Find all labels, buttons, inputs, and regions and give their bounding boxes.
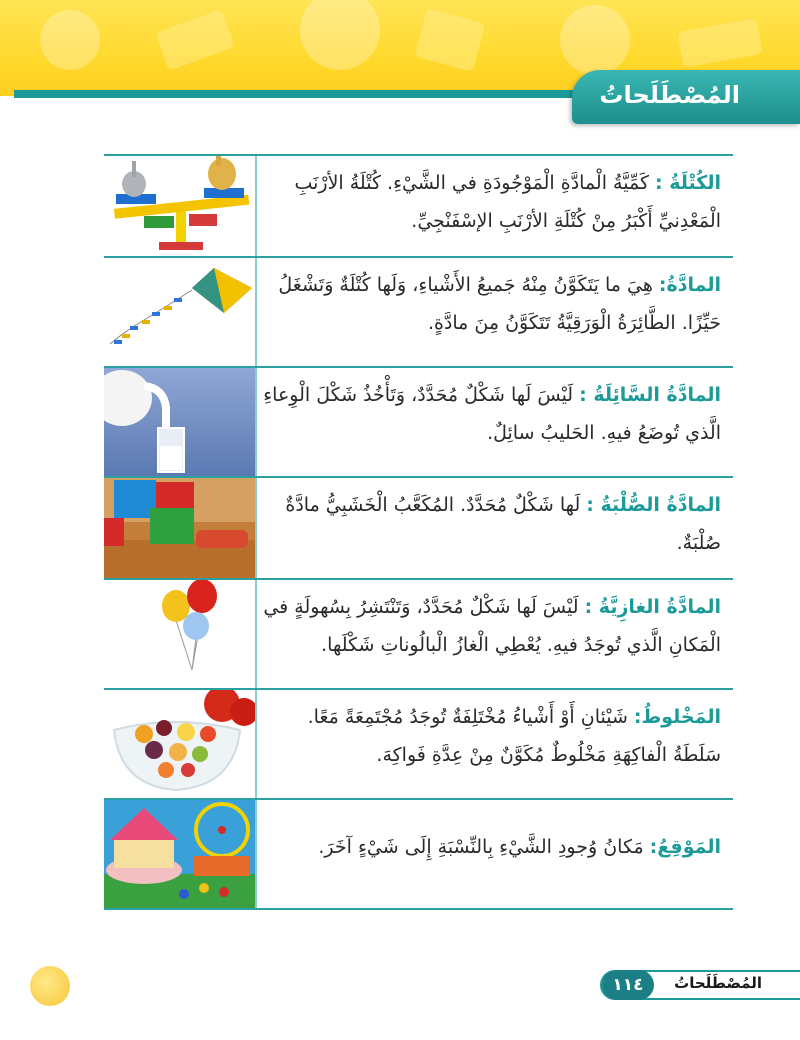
glossary-text (257, 156, 734, 256)
glossary-term: الكُتْلَةُ : (655, 172, 721, 194)
glossary-row-gas (104, 578, 733, 688)
glossary-definition: هِيَ ما يَتَكَوَّنُ مِنْهُ جَميعُ الأَشْياءِ، وَلَها كُتْلَةٌ وَتَشْغَلُ حَيِّزًا. الطَّائِرَةُ الْوَرَقِيَّةُ تَتَكَوَّنُ مِنَ مادَّةٍ. (278, 274, 721, 334)
glossary-term: المادَّةُ الغازِيَّةُ : (584, 596, 721, 618)
glossary-row-mass (104, 154, 733, 256)
balance-scale-image (104, 156, 257, 256)
footer-title: المُصْطَلَحاتُ (674, 974, 762, 992)
glossary-text (257, 580, 734, 688)
glossary-term: المادَّةُ: (658, 274, 721, 296)
glossary-row-location (104, 798, 733, 910)
page-number: ١١٤ (602, 970, 654, 1000)
glossary-text (257, 478, 734, 578)
milk-pouring-image (104, 368, 257, 476)
glossary-definition: لَيْسَ لَها شَكْلٌ مُحَدَّدٌ، وَتَنْتَشِرُ بِسُهولَةٍ في الْمَكانِ الَّذي تُوجَدُ فيهِ. يُعْطِي الْغازُ الْبالُوناتِ شَكْلَها. (263, 596, 721, 656)
wooden-blocks-image (104, 478, 257, 578)
glossary-row-matter (104, 256, 733, 366)
kite-image (104, 258, 257, 366)
glossary-text (257, 368, 734, 476)
glossary-term: المادَّةُ السَّائِلَةُ : (579, 384, 721, 406)
publisher-logo (30, 966, 70, 1006)
glossary-row-liquid (104, 366, 733, 476)
section-title-tab (572, 70, 800, 124)
glossary-row-mixture (104, 688, 733, 798)
glossary-definition: كَمِّيَّةُ الْمادَّةِ الْمَوْجُودَةِ في الشَّيْءِ. كُتْلَةُ الأرْنَبِ الْمَعْدِنيِّ أَكْبَرُ مِنْ كُتْلَةِ الأرْنَبِ الإسْفَنْجِيِّ. (294, 172, 721, 232)
glossary-definition: مَكانُ وُجودِ الشَّيْءِ بِالنِّسْبَةِ إِلَى شَيْءٍ آخَرَ. (318, 836, 644, 858)
page-title: المُصْطَلَحاتُ (599, 81, 740, 109)
glossary-definition: لَيْسَ لَها شَكْلٌ مُحَدَّدٌ، وَتَأْخُذُ شَكْلَ الْوِعاءِ الَّذي تُوضَعُ فيهِ. الحَليبُ سائِلٌ. (263, 384, 721, 444)
fairground-image (104, 800, 257, 908)
glossary-definition: شَيْئانِ أَوْ أَشْياءُ مُخْتَلِفَةٌ تُوجَدُ مُجْتَمِعَةً مَعًا. سَلَطَةُ الْفاكِهَةِ مَخْلُوطٌ مُكَوَّنٌ مِنْ عِدَّةِ فَواكِهَ. (307, 706, 721, 766)
glossary-row-solid (104, 476, 733, 578)
glossary-table (104, 154, 733, 910)
glossary-term: المَوْقِعُ: (649, 836, 721, 858)
footer-bar (600, 970, 800, 1000)
glossary-text (257, 690, 734, 798)
glossary-definition: لَها شَكْلٌ مُحَدَّدٌ. المُكَعَّبُ الْخَشَبِيُّ مادَّةٌ صُلْبَةٌ. (285, 494, 721, 554)
glossary-term: المادَّةُ الصُّلْبَةُ : (586, 494, 721, 516)
balloons-image (104, 580, 257, 688)
fruit-salad-image (104, 690, 257, 798)
glossary-term: المَخْلوطُ: (633, 706, 721, 728)
glossary-text (257, 258, 734, 366)
glossary-text (257, 800, 734, 908)
